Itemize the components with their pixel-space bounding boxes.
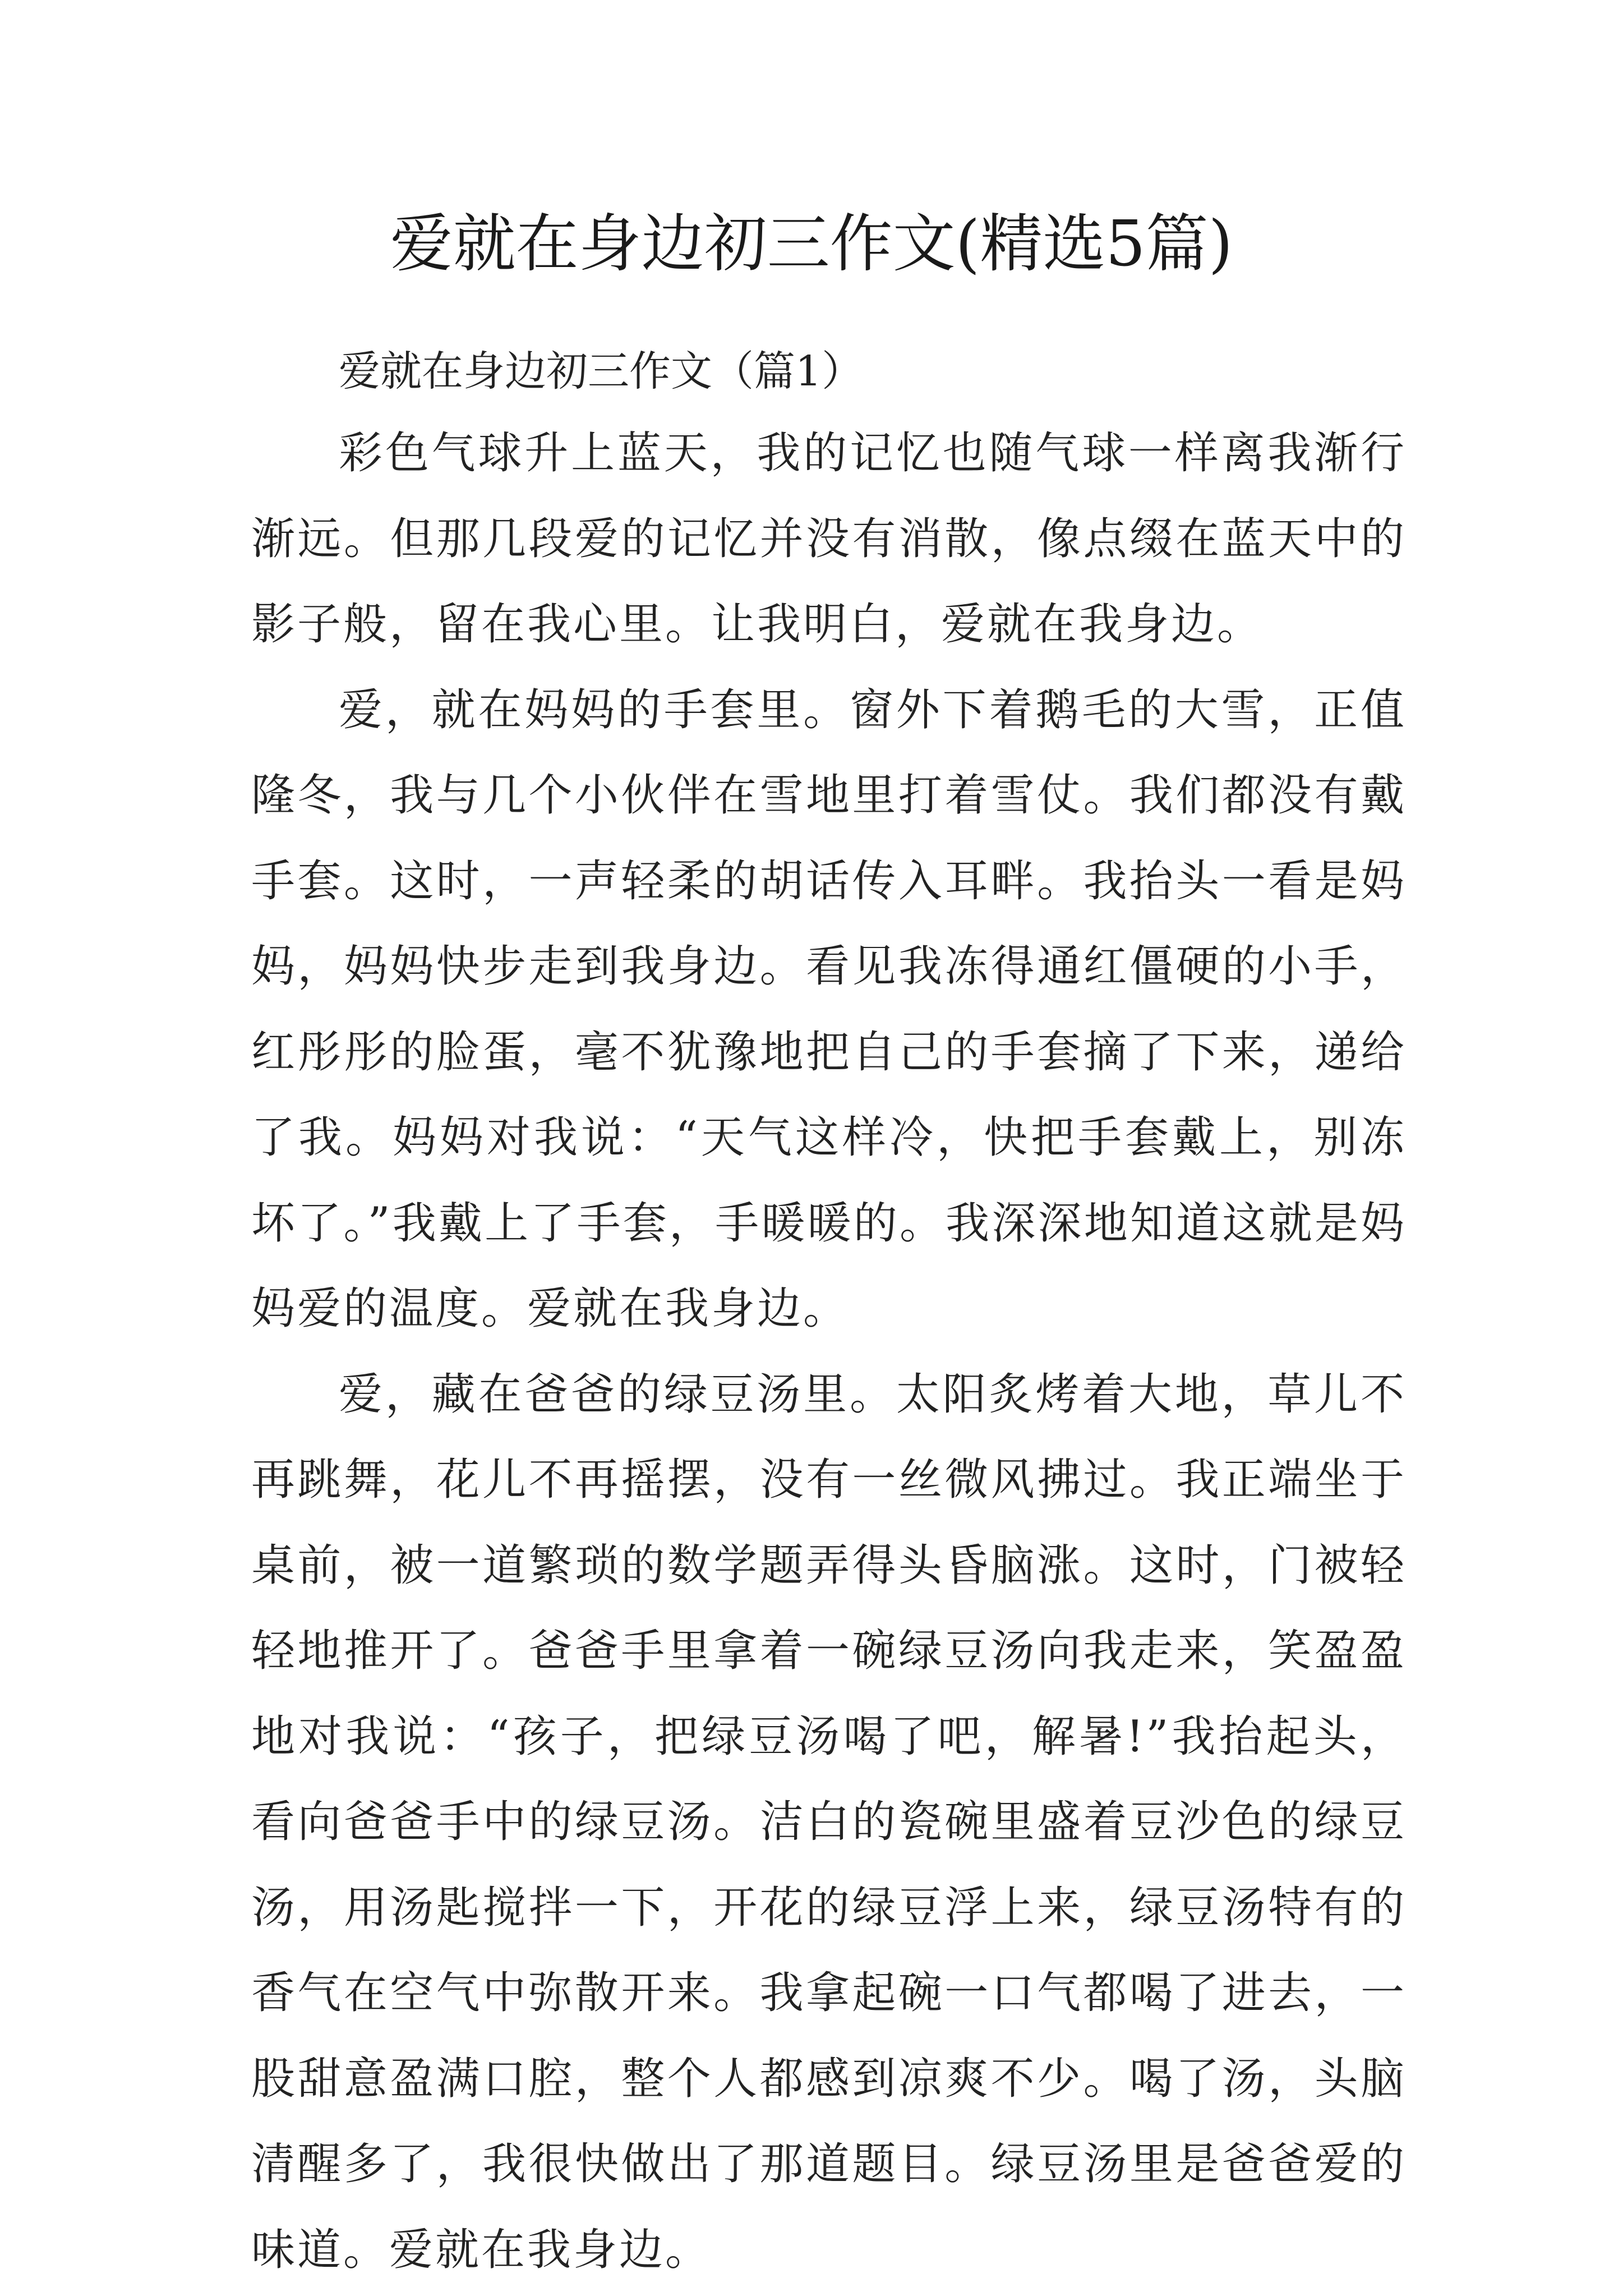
paragraph-1: 彩色气球升上蓝天，我的记忆也随气球一样离我渐行渐远。但那几段爱的记忆并没有消散，像点缀在蓝天中的影子般，留在我心里。让我明白，爱就在我身边。	[251, 428, 1407, 650]
document-title: 爱就在身边初三作文(精选5篇)	[390, 208, 1233, 280]
paragraph-2: 爱，就在妈妈的手套里。窗外下着鹅毛的大雪，正值隆冬，我与几个小伙伴在雪地里打着雪仗。我们都没有戴手套。这时，一声轻柔的胡话传入耳畔。我抬头一看是妈妈，妈妈快步走到我身边。看见我冻得通红僵硬的小手，红彤彤的脸蛋，毫不犹豫地把自己的手套摘了下来，递给了我。妈妈对我说：“天气这样冷，快把手套戴上，别冻坏了。”我戴上了手套，手暖暖的。我深深地知道这就是妈妈爱的温度。爱就在我身边。	[251, 684, 1407, 1334]
document-body	[251, 332, 1407, 2293]
section-heading: 爱就在身边初三作文（篇1）	[339, 347, 864, 395]
paragraph-3: 爱，藏在爸爸的绿豆汤里。太阳炙烤着大地，草儿不再跳舞，花儿不再摇摆，没有一丝微风拂过。我正端坐于桌前，被一道繁琐的数学题弄得头昏脑涨。这时，门被轻轻地推开了。爸爸手里拿着一碗绿豆汤向我走来，笑盈盈地对我说：“孩子，把绿豆汤喝了吧，解暑!”我抬起头，看向爸爸手中的绿豆汤。洁白的瓷碗里盛着豆沙色的绿豆汤，用汤匙搅拌一下，开花的绿豆浮上来，绿豆汤特有的香气在空气中弥散开来。我拿起碗一口气都喝了进去，一股甜意盈满口腔，整个人都感到凉爽不少。喝了汤，头脑清醒多了，我很快做出了那道题目。绿豆汤里是爸爸爱的味道。爱就在我身边。	[251, 1369, 1407, 2275]
